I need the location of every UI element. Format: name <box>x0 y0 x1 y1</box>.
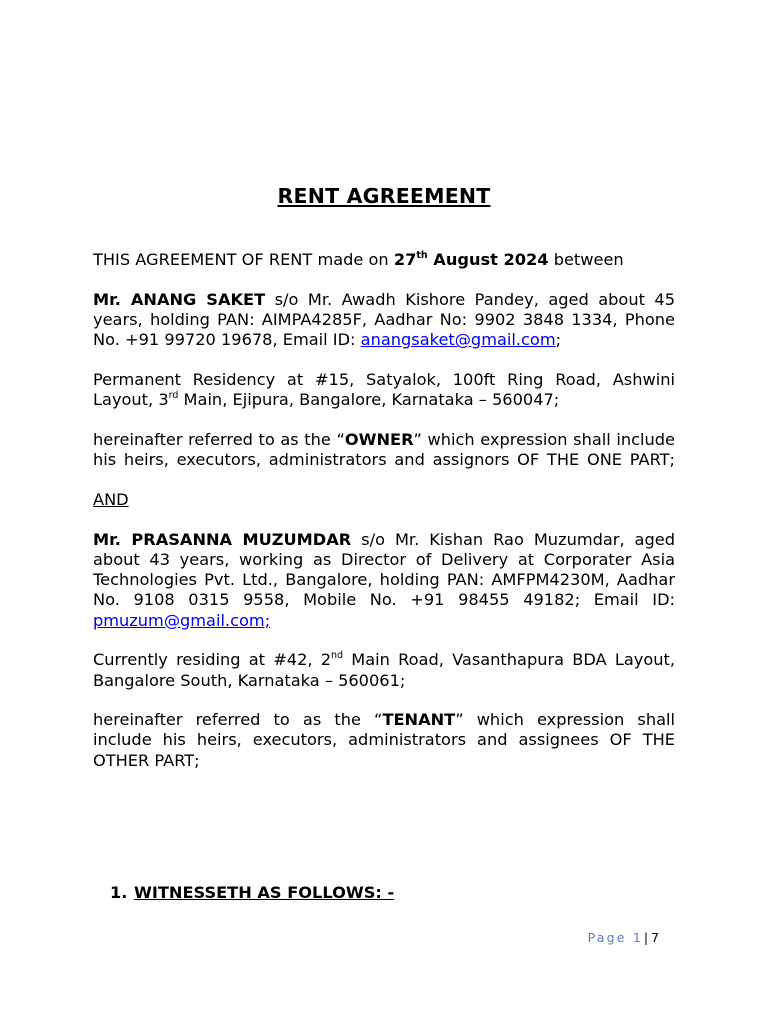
owner-residence-text-before: Permanent Residency at #15, Satyalok, 100ft Ring Road, Ashwini Layout, 3 <box>93 369 675 410</box>
owner-reference-paragraph <box>93 430 675 470</box>
section-heading-text: WITNESSETH AS FOLLOWS: - <box>134 883 395 902</box>
intro-text-after: between <box>548 250 624 269</box>
owner-reference-text-after: ” which expression shall include his heirs, executors, administrators and assignors OF THE ONE PART; <box>93 429 675 469</box>
conjunction-paragraph <box>93 490 675 510</box>
intro-paragraph <box>93 250 675 270</box>
tenant-reference-text-after: ” which expression shall include his heirs, executors, administrators and assignees OF THE OTHER PART; <box>93 710 675 770</box>
tenant-residence-suffix: nd <box>331 649 344 661</box>
owner-residence-paragraph <box>93 370 675 410</box>
tenant-paragraph <box>93 530 675 631</box>
page-separator: | <box>643 930 650 945</box>
owner-name: Mr. ANANG SAKET <box>93 289 266 309</box>
total-pages: 7 <box>651 930 660 945</box>
page-footer <box>588 930 660 945</box>
owner-details: s/o Mr. Awadh Kishore Pandey, aged about 45 years, holding PAN: AIMPA4285F, Aadhar No: 9902 3848 1334, Phone No. +91 99720 19678, Email ID: <box>93 289 675 350</box>
conjunction-text: AND <box>93 489 129 509</box>
intro-day: 27 <box>393 250 417 269</box>
tenant-residence-text-before: Currently residing at #42, 2 <box>93 650 332 670</box>
tenant-reference-paragraph <box>93 710 675 771</box>
tenant-reference-text-before: hereinafter referred to as the “ <box>93 710 383 730</box>
tenant-residence-text-after: Main Road, Vasanthapura BDA Layout, Bangalore South, Karnataka – 560061; <box>93 650 675 690</box>
owner-residence-text-after: Main, Ejipura, Bangalore, Karnataka – 560047; <box>178 390 560 410</box>
document-title: RENT AGREEMENT <box>277 184 491 208</box>
section-heading <box>110 883 394 902</box>
owner-email-terminator: ; <box>555 330 562 350</box>
owner-email-link[interactable]: anangsaket@gmail.com <box>360 330 556 350</box>
current-page-number: 1 <box>632 930 642 945</box>
intro-day-suffix: th <box>416 249 428 261</box>
page-label: Page <box>587 930 627 945</box>
intro-text-before: THIS AGREEMENT OF RENT made on <box>93 250 394 269</box>
intro-month-year: August 2024 <box>427 250 549 269</box>
owner-role: OWNER <box>344 429 414 449</box>
tenant-residence-paragraph <box>93 650 675 690</box>
owner-residence-suffix: rd <box>168 389 179 401</box>
tenant-details: s/o Mr. Kishan Rao Muzumdar, aged about 43 years, working as Director of Delivery at Corporater Asia Technologies Pvt. Ltd., Bangalore, holding PAN: AMFPM4230M, Aadhar No. 9108 0315 9558, Mobile No. +91 98455 49182; Email ID: <box>93 529 675 610</box>
tenant-email-link[interactable]: pmuzum@gmail.com; <box>93 610 271 630</box>
tenant-role: TENANT <box>382 710 456 730</box>
document-body <box>93 250 675 790</box>
section-number: 1. <box>110 883 128 902</box>
owner-paragraph <box>93 290 675 351</box>
owner-reference-text-before: hereinafter referred to as the “ <box>93 429 345 449</box>
tenant-name: Mr. PRASANNA MUZUMDAR <box>93 529 352 549</box>
